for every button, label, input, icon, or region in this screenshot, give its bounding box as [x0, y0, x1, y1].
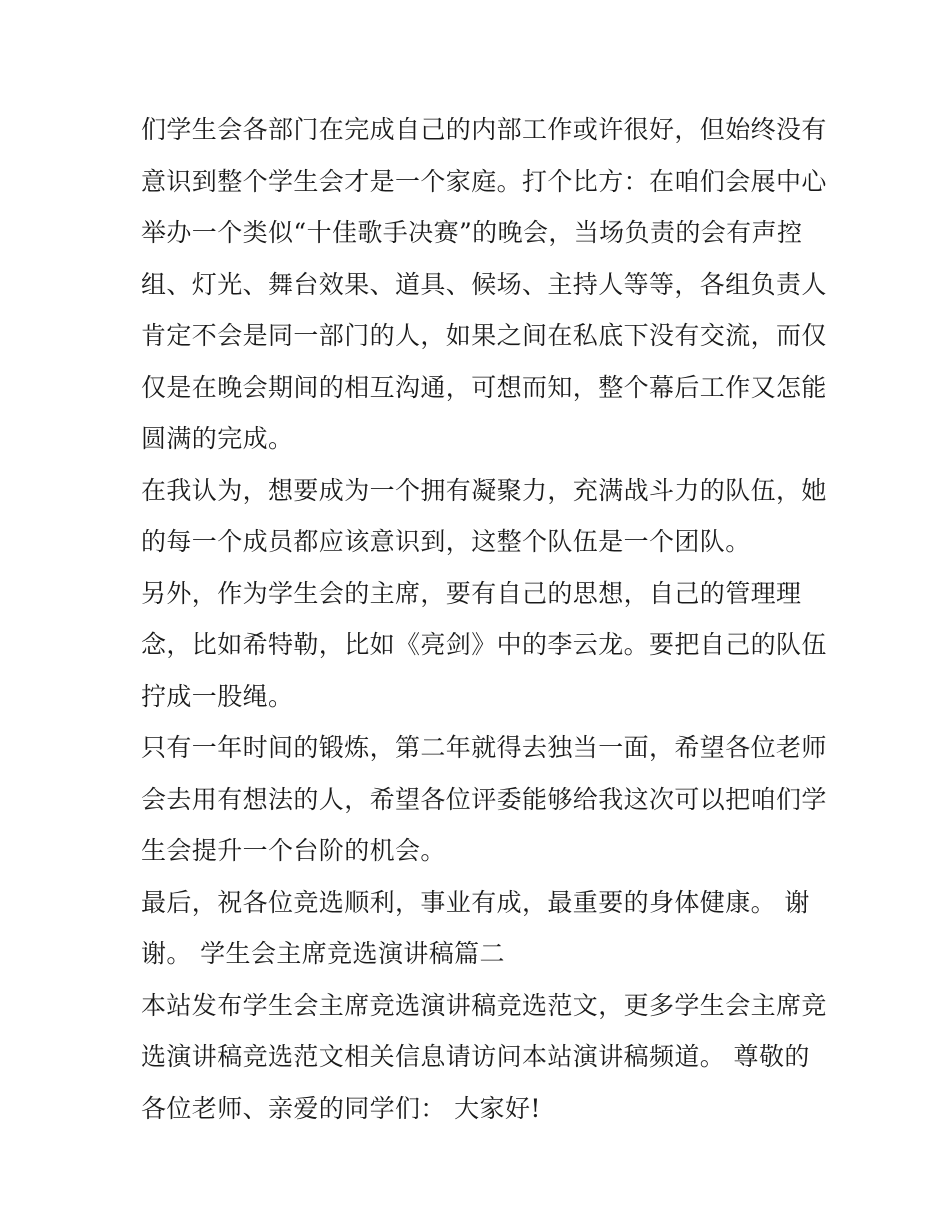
text-line-1: 们学生会各部门在完成自己的内部工作或许很好，但始终没有 — [141, 115, 827, 144]
text-line-17: 谢。 学生会主席竞选演讲稿篇二 — [141, 939, 505, 968]
text-line-7: 圆满的完成。 — [141, 424, 294, 453]
text-line-9: 的每一个成员都应该意识到，这整个队伍是一个团队。 — [141, 527, 751, 556]
body-text — [141, 104, 827, 1134]
text-line-16: 最后，祝各位竞选顺利，事业有成，最重要的身体健康。 谢 — [141, 887, 810, 917]
text-line-4: 组、灯光、舞台效果、道具、候场、主持人等等，各组负责人 — [141, 269, 827, 299]
text-line-18: 本站发布学生会主席竞选演讲稿竞选范文，更多学生会主席竞 — [141, 990, 827, 1020]
text-line-5: 肯定不会是同一部门的人，如果之间在私底下没有交流，而仅 — [141, 321, 827, 350]
text-line-8: 在我认为，想要成为一个拥有凝聚力，充满战斗力的队伍，她 — [141, 475, 827, 505]
text-line-14: 会去用有想法的人，希望各位评委能够给我这次可以把咱们学 — [141, 784, 827, 814]
text-line-11: 念，比如希特勒，比如《亮剑》中的李云龙。要把自己的队伍 — [141, 630, 827, 659]
text-line-20: 各位老师、亲爱的同学们： 大家好! — [141, 1093, 541, 1123]
text-line-13: 只有一年时间的锻炼，第二年就得去独当一面，希望各位老师 — [141, 733, 827, 762]
text-line-19: 选演讲稿竞选范文相关信息请访问本站演讲稿频道。 尊敬的 — [141, 1042, 810, 1071]
text-line-10: 另外，作为学生会的主席，要有自己的思想，自己的管理理 — [141, 578, 802, 608]
text-line-12: 拧成一股绳。 — [141, 681, 294, 711]
text-line-2: 意识到整个学生会才是一个家庭。打个比方：在咱们会展中心 — [141, 166, 827, 196]
text-line-6: 仅是在晚会期间的相互沟通，可想而知，整个幕后工作又怎能 — [141, 372, 827, 402]
text-line-15: 生会提升一个台阶的机会。 — [141, 836, 446, 865]
text-line-3: 举办一个类似“十佳歌手决赛”的晚会，当场负责的会有声控 — [141, 218, 803, 247]
